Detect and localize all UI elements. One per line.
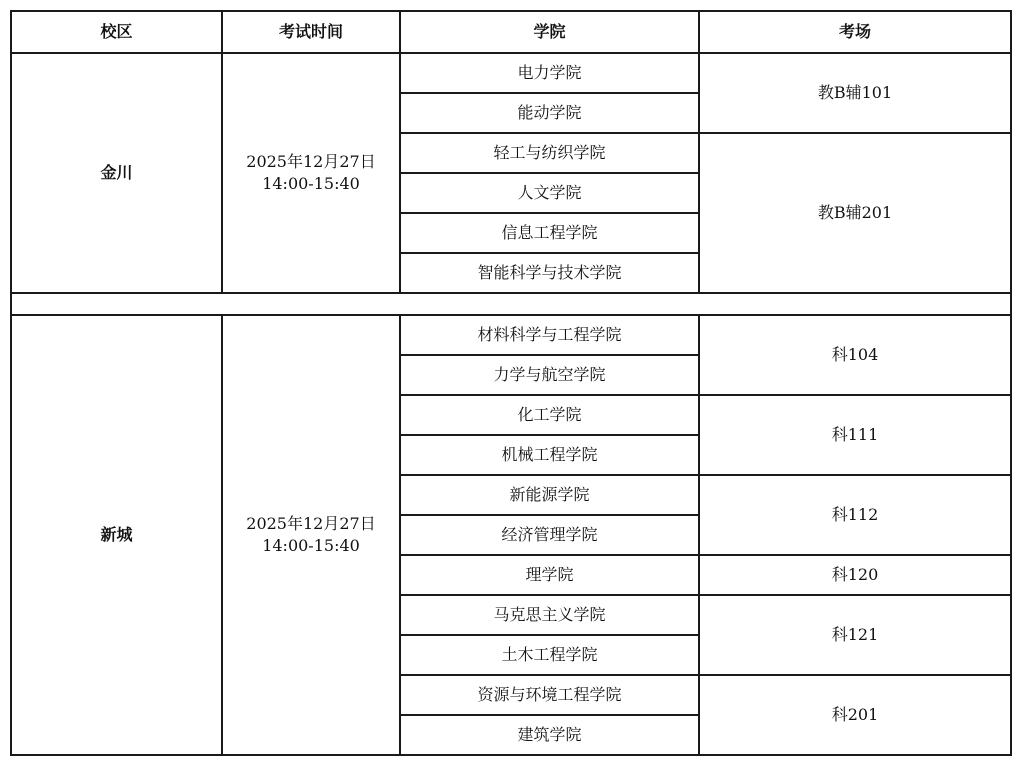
college-cell: 电力学院: [400, 53, 699, 93]
college-cell: 力学与航空学院: [400, 355, 699, 395]
campus-cell-jinchuan: 金川: [11, 53, 222, 293]
room-cell: 教B辅201: [699, 133, 1011, 293]
exam-time-cell-jinchuan: [222, 53, 400, 293]
college-cell: 土木工程学院: [400, 635, 699, 675]
room-cell: 科121: [699, 595, 1011, 675]
spacer-row: [11, 293, 1011, 315]
exam-schedule-table: [10, 10, 1012, 756]
exam-time-range: 14:00-15:40: [262, 536, 360, 555]
header-exam-room: 考场: [699, 11, 1011, 53]
header-exam-time: 考试时间: [222, 11, 400, 53]
college-cell: 资源与环境工程学院: [400, 675, 699, 715]
college-cell: 信息工程学院: [400, 213, 699, 253]
header-row: [11, 11, 1011, 53]
college-cell: 经济管理学院: [400, 515, 699, 555]
college-cell: 化工学院: [400, 395, 699, 435]
college-cell: 材料科学与工程学院: [400, 315, 699, 355]
room-cell: 科120: [699, 555, 1011, 595]
college-cell: 轻工与纺织学院: [400, 133, 699, 173]
college-cell: 理学院: [400, 555, 699, 595]
spacer-cell: [11, 293, 1011, 315]
exam-time-cell-xincheng: [222, 315, 400, 755]
room-cell: 科112: [699, 475, 1011, 555]
college-cell: 建筑学院: [400, 715, 699, 755]
room-cell: 科104: [699, 315, 1011, 395]
college-cell: 智能科学与技术学院: [400, 253, 699, 293]
college-cell: 人文学院: [400, 173, 699, 213]
exam-date: 2025年12月27日: [246, 152, 376, 171]
exam-date: 2025年12月27日: [246, 514, 376, 533]
college-cell: 马克思主义学院: [400, 595, 699, 635]
room-cell: 教B辅101: [699, 53, 1011, 133]
exam-time-range: 14:00-15:40: [262, 174, 360, 193]
college-cell: 新能源学院: [400, 475, 699, 515]
college-cell: 机械工程学院: [400, 435, 699, 475]
table-row: [11, 53, 1011, 93]
college-cell: 能动学院: [400, 93, 699, 133]
table-row: [11, 315, 1011, 355]
room-cell: 科201: [699, 675, 1011, 755]
header-campus: 校区: [11, 11, 222, 53]
room-cell: 科111: [699, 395, 1011, 475]
header-college: 学院: [400, 11, 699, 53]
campus-cell-xincheng: 新城: [11, 315, 222, 755]
